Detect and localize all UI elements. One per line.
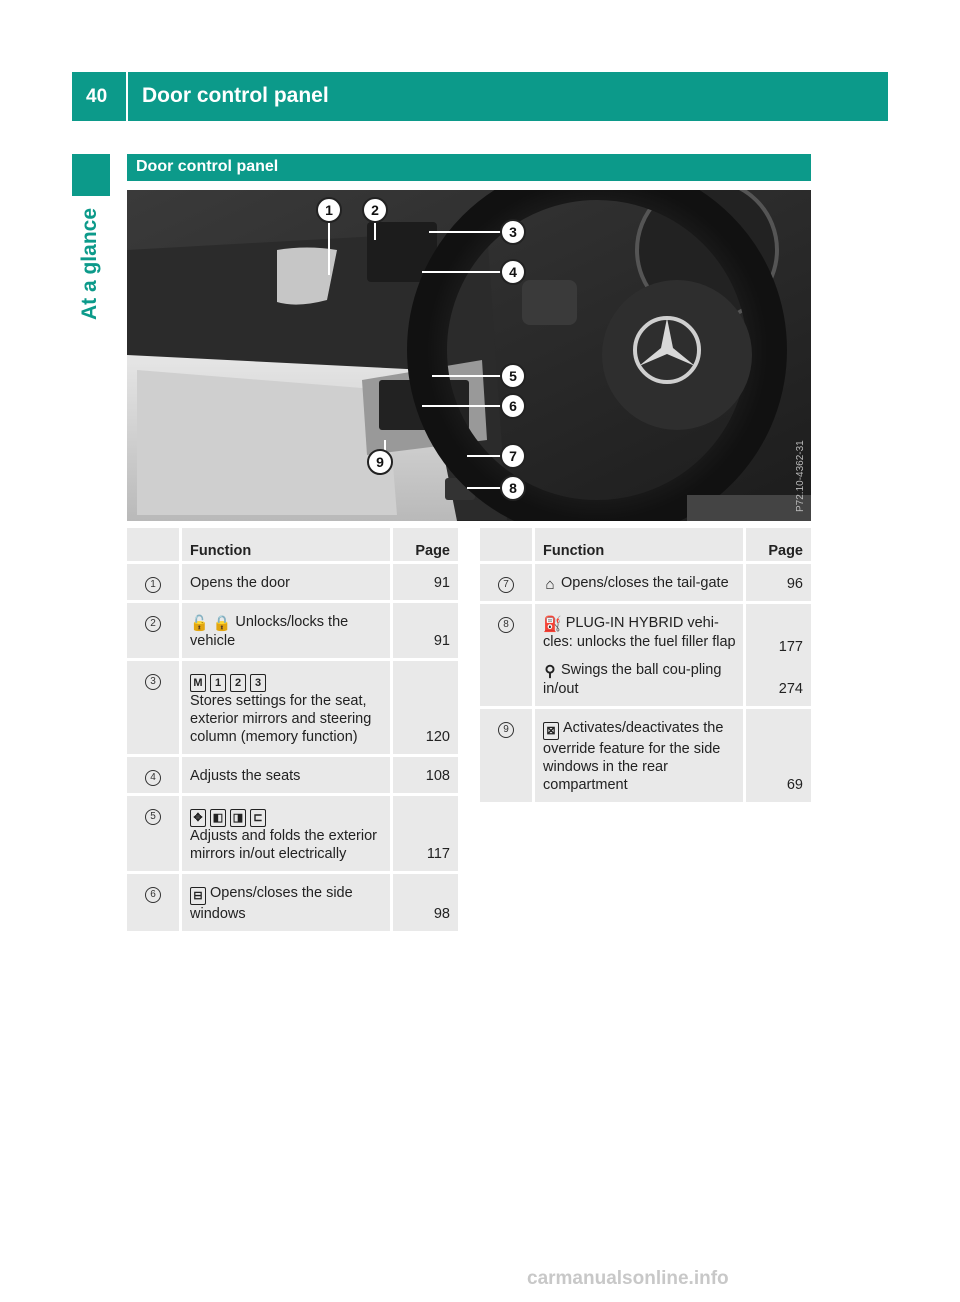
- tailgate-icon: ⌂: [545, 576, 555, 593]
- row-function: PLUG-IN HYBRID vehi-cles: unlocks the fuel filler flap: [543, 615, 736, 650]
- row-page: 177: [778, 639, 803, 655]
- watermark: carmanualsonline.info: [527, 1268, 729, 1289]
- svg-text:9: 9: [376, 454, 384, 470]
- callout-1: [317, 198, 341, 222]
- callout-5: [501, 364, 525, 388]
- callout-3: [501, 220, 525, 244]
- table-header-function: Function: [535, 528, 746, 564]
- row-sub-function: Swings the ball cou-pling in/out: [543, 662, 722, 697]
- memory-1-icon: 1: [210, 674, 226, 692]
- callout-8: [501, 476, 525, 500]
- table-row: [127, 661, 458, 757]
- lock-icon: 🔒: [212, 615, 232, 632]
- callout-9: [368, 450, 392, 474]
- svg-text:4: 4: [509, 264, 517, 280]
- table-row: [480, 564, 811, 604]
- callout-7: [501, 444, 525, 468]
- table-header-page: Page: [746, 528, 811, 564]
- row-page: 96: [746, 564, 811, 604]
- row-page: 120: [393, 661, 458, 757]
- memory-3-icon: 3: [250, 674, 266, 692]
- image-code: P72.10-4362-31: [795, 440, 806, 512]
- table-row: [480, 709, 811, 805]
- svg-text:5: 5: [509, 368, 517, 384]
- callout-2: [363, 198, 387, 222]
- svg-text:6: 6: [509, 398, 517, 414]
- row-function: Opens the door: [182, 564, 393, 603]
- row-sub-page: 274: [778, 681, 803, 697]
- table-header-function: Function: [182, 528, 393, 564]
- row-page: 69: [746, 709, 811, 805]
- row-number: 3: [145, 674, 161, 690]
- row-sub-entry: [543, 661, 737, 698]
- svg-text:8: 8: [509, 480, 517, 496]
- header-title: Door control panel: [142, 84, 329, 107]
- row-function: Opens/closes the side windows: [190, 885, 353, 922]
- row-function: Opens/closes the tail-gate: [561, 575, 729, 591]
- row-page: 91: [393, 603, 458, 661]
- svg-text:3: 3: [509, 224, 517, 240]
- row-number: 1: [145, 577, 161, 593]
- mirror-adjust-icon: ✥: [190, 809, 206, 827]
- side-label-text: At a glance: [78, 207, 101, 321]
- table-header-number: [127, 528, 182, 564]
- mirror-right-icon: ◨: [230, 809, 246, 827]
- row-number: 9: [498, 722, 514, 738]
- ball-coupling-icon: ⚲: [544, 663, 556, 680]
- table-row: [127, 564, 458, 603]
- row-function: Adjusts and folds the exterior mirrors in/out electrically: [190, 828, 377, 862]
- row-number: 5: [145, 809, 161, 825]
- function-table-right: [480, 528, 811, 805]
- side-label: [60, 202, 120, 332]
- row-function: Unlocks/locks the vehicle: [190, 614, 349, 649]
- mirror-fold-icon: ⊏: [250, 809, 266, 827]
- memory-m-icon: M: [190, 674, 206, 692]
- row-page: 98: [393, 874, 458, 934]
- page-number: 40: [86, 86, 108, 107]
- svg-text:2: 2: [371, 202, 379, 218]
- svg-text:1: 1: [325, 202, 333, 218]
- section-header: [127, 154, 811, 181]
- row-page: 91: [393, 564, 458, 603]
- door-panel-illustration: [127, 190, 811, 521]
- svg-text:7: 7: [509, 448, 517, 464]
- row-function: Adjusts the seats: [182, 757, 393, 796]
- row-function: Stores settings for the seat, exterior mirrors and steering column (memory function): [190, 693, 372, 745]
- row-function: Activates/deactivates the override feature for the side windows in the rear compartment: [543, 720, 724, 793]
- table-header-number: [480, 528, 535, 564]
- callout-6: [501, 394, 525, 418]
- row-number: 4: [145, 770, 161, 786]
- table-row: [127, 757, 458, 796]
- table-row: [127, 796, 458, 874]
- row-page: 108: [393, 757, 458, 796]
- row-number: 6: [145, 887, 161, 903]
- function-table-left: [127, 528, 458, 934]
- row-number: 8: [498, 617, 514, 633]
- row-page: 117: [393, 796, 458, 874]
- side-window-icon: ⊟: [190, 887, 206, 905]
- section-title: Door control panel: [136, 158, 279, 175]
- table-header-page: Page: [393, 528, 458, 564]
- table-row: [127, 603, 458, 661]
- override-icon: ⊠: [543, 722, 559, 740]
- door-panel-photo: [127, 190, 811, 521]
- page-header: [72, 72, 888, 121]
- row-number: 7: [498, 577, 514, 593]
- row-number: 2: [145, 616, 161, 632]
- header-divider: [126, 72, 128, 121]
- mirror-left-icon: ◧: [210, 809, 226, 827]
- table-row: [127, 874, 458, 934]
- side-tab: [72, 154, 110, 196]
- memory-2-icon: 2: [230, 674, 246, 692]
- fuel-flap-icon: ⛽: [543, 616, 562, 633]
- callout-4: [501, 260, 525, 284]
- table-row: [480, 604, 811, 709]
- unlock-icon: 🔓: [190, 615, 209, 632]
